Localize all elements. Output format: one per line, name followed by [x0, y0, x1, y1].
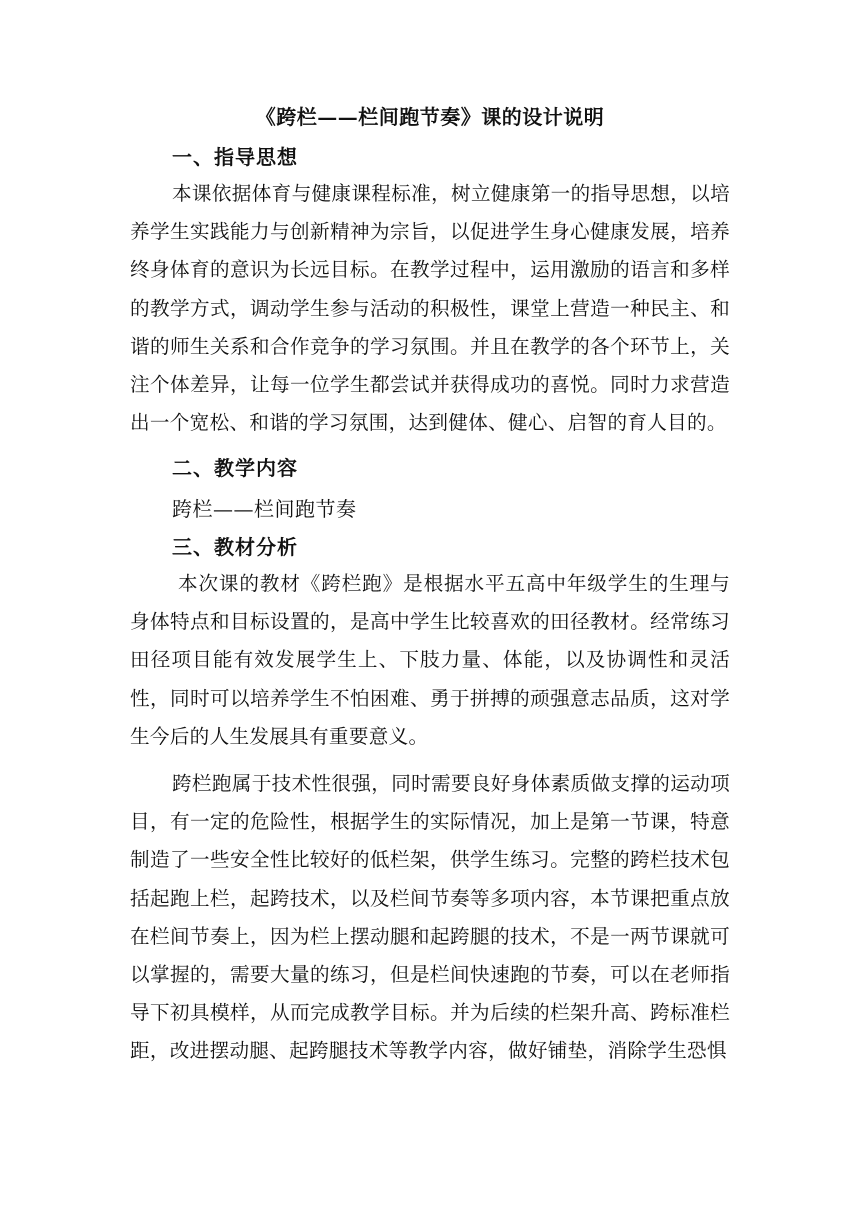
paragraph-teaching-content: 跨栏——栏间跑节奏 [172, 497, 357, 521]
paragraph-guiding-ideology: 本课依据体育与健康课程标准，树立健康第一的指导思想，以培养学生实践能力与创新精神为宗旨，以促进学生身心健康发展，培养终身体育的意识为长远目标。在教学过程中，运用激励的语言和多样的教学方式，调动学生参与活动的积极性，课堂上营造一种民主、和谐的师生关系和合作竞争的学习氛围。并且在教学的各个环节上，关注个体差异，让每一位学生都尝试并获得成功的喜悦。同时力求营造出一个宽松、和谐的学习氛围，达到健体、健心、启智的育人目的。 [130, 182, 730, 435]
document-title: 《跨栏——栏间跑节奏》课的设计说明 [255, 105, 605, 129]
section-heading-guiding-ideology: 一、指导思想 [172, 145, 298, 169]
section-heading-teaching-content: 二、教学内容 [172, 456, 298, 480]
paragraph-material-analysis-2: 跨栏跑属于技术性很强，同时需要良好身体素质做支撑的运动项目，有一定的危险性，根据学生的实际情况，加上是第一节课，特意制造了一些安全性比较好的低栏架，供学生练习。完整的跨栏技术包括起跑上栏，起跨技术，以及栏间节奏等多项内容，本节课把重点放在栏间节奏上，因为栏上摆动腿和起跨腿的技术，不是一两节课就可以掌握的，需要大量的练习，但是栏间快速跑的节奏，可以在老师指导下初具模样，从而完成教学目标。并为后续的栏架升高、跨标准栏距，改进摆动腿、起跨腿技术等教学内容，做好铺垫，消除学生恐惧 [130, 772, 730, 1063]
paragraph-material-analysis-1: 本次课的教材《跨栏跑》是根据水平五高中年级学生的生理与身体特点和目标设置的，是高中学生比较喜欢的田径教材。经常练习田径项目能有效发展学生上、下肢力量、体能，以及协调性和灵活性，同时可以培养学生不怕困难、勇于拼搏的顽强意志品质，这对学生今后的人生发展具有重要意义。 [130, 572, 730, 748]
section-heading-material-analysis: 三、教材分析 [172, 535, 298, 559]
